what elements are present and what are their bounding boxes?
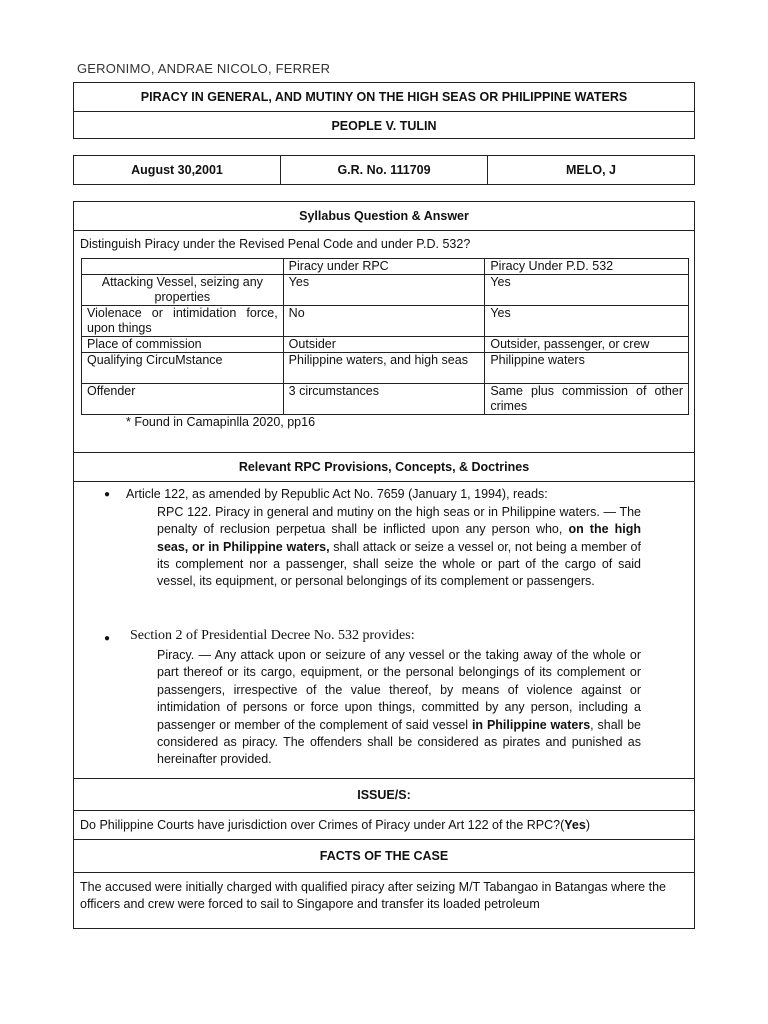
table-cell: Qualifying CircuMstance	[82, 353, 284, 384]
pd-532-text-b: , shall be considered as piracy. The offenders shall be considered as pirates and punished as hereinafter provided.	[157, 717, 642, 767]
case-meta	[73, 155, 695, 185]
bullet-icon: ●	[104, 489, 111, 500]
table-row	[82, 337, 689, 353]
issues-heading: ISSUE/S:	[74, 778, 694, 811]
pd-532-text	[157, 647, 641, 769]
syllabus-heading: Syllabus Question & Answer	[74, 202, 694, 231]
table-header-row	[82, 259, 689, 275]
topic-title: PIRACY IN GENERAL, AND MUTINY ON THE HIGH SEAS OR PHILIPPINE WATERS	[140, 90, 628, 104]
author-name: GERONIMO, ANDRAE NICOLO, FERRER	[77, 61, 331, 76]
case-title: PEOPLE V. TULIN	[74, 111, 694, 140]
article-122-text-b: shall attack or seize a vessel or, not being a member of its complement nor a passenger, shall seize the whole or part of the cargo of said vessel, its equipment, or personal belongings of its complement or passengers.	[157, 539, 641, 589]
article-122-emphasis: on the high seas, or in Philippine waters,	[157, 522, 641, 554]
case-digest-body	[73, 201, 695, 929]
table-header-cell: Piracy Under P.D. 532	[485, 259, 689, 275]
pd-532-emphasis: in Philippine waters	[471, 717, 591, 732]
table-header-cell	[82, 259, 284, 275]
table-footnote: * Found in Camapinlla 2020, pp16	[126, 415, 316, 429]
table-cell: Violenace or intimidation force, upon things	[82, 306, 284, 337]
table-cell: Philippine waters, and high seas	[283, 353, 485, 384]
table-cell: Yes	[283, 275, 485, 306]
pd-532-intro: Section 2 of Presidential Decree No. 532 provides:	[130, 628, 415, 643]
provisions-heading: Relevant RPC Provisions, Concepts, & Doctrines	[74, 452, 694, 482]
comparison-table	[81, 258, 689, 415]
table-cell: Offender	[82, 384, 284, 415]
table-header-cell: Piracy under RPC	[283, 259, 485, 275]
table-row	[82, 306, 689, 337]
table-cell: Outsider	[283, 337, 485, 353]
table-cell: Same plus commission of other crimes	[485, 384, 689, 415]
issue-answer: Yes	[564, 818, 586, 832]
table-cell: Outsider, passenger, or crew	[485, 337, 689, 353]
table-cell: Place of commission	[82, 337, 284, 353]
issue-question-text: Do Philippine Courts have jurisdiction over Crimes of Piracy under Art 122 of the RPC?(	[80, 818, 565, 832]
title-box	[73, 82, 695, 139]
case-date: August 30,2001	[131, 163, 223, 177]
issue-question	[74, 811, 694, 840]
table-cell: Philippine waters	[485, 353, 689, 384]
table-cell: No	[283, 306, 485, 337]
table-cell: 3 circumstances	[283, 384, 485, 415]
case-gr-number: G.R. No. 111709	[280, 156, 487, 184]
table-row	[82, 353, 689, 384]
facts-text: The accused were initially charged with qualified piracy after seizing M/T Tabangao in Batangas where the officers and crew were forced to sail to Singapore and transfer its loaded petroleum	[80, 880, 666, 911]
article-122-text-a: RPC 122. Piracy in general and mutiny on the high seas or in Philippine waters. — The penalty of reclusion perpetua shall be inflicted upon any person who,	[157, 505, 641, 537]
provisions-content	[74, 482, 694, 778]
table-cell: Attacking Vessel, seizing any properties	[82, 275, 284, 306]
case-ponente: MELO, J	[487, 156, 694, 184]
table-row	[82, 275, 689, 306]
table-cell: Yes	[485, 275, 689, 306]
table-row	[82, 384, 689, 415]
bullet-icon: ●	[104, 633, 111, 644]
article-122-text	[157, 504, 641, 590]
syllabus-question: Distinguish Piracy under the Revised Penal Code and under P.D. 532?	[80, 237, 471, 251]
table-cell: Yes	[485, 306, 689, 337]
article-122-intro: Article 122, as amended by Republic Act No. 7659 (January 1, 1994), reads:	[126, 487, 548, 501]
facts-heading: FACTS OF THE CASE	[74, 840, 694, 873]
issue-close: )	[585, 818, 590, 832]
pd-532-text-a: Piracy. — Any attack upon or seizure of any vessel or the taking away of the whole or part thereof or its cargo, equipment, or the personal belongings of its complement or passengers, irrespective of the value thereof, by means of violence against or intimidation of persons or force upon things, committed by any person, including a passenger or member of the complement of said vessel	[157, 648, 641, 732]
